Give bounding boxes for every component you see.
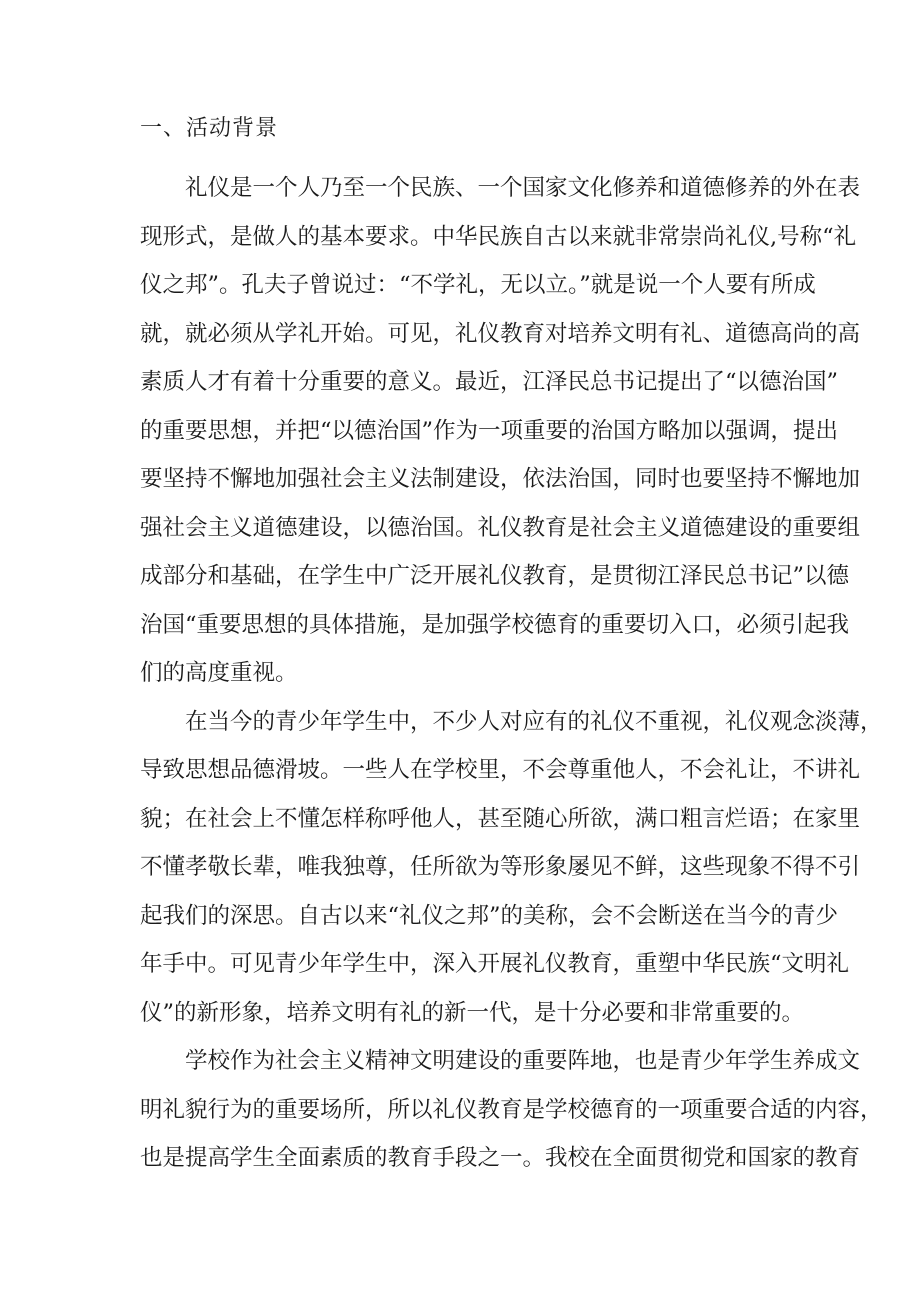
paragraph-line: 年手中。可见青少年学生中，深入开展礼仪教育，重塑中华民族“文明礼	[140, 951, 850, 977]
paragraph-line: 仪之邦”。孔夫子曾说过：“不学礼，无以立。”就是说一个人要有所成	[140, 272, 816, 298]
paragraph-1	[140, 164, 861, 698]
document-body	[140, 164, 883, 1183]
section-heading: 一、活动背景	[140, 116, 279, 141]
paragraph-line: 不懂孝敬长辈，唯我独尊，任所欲为等形象屡见不鲜，这些现象不得不引	[140, 854, 861, 880]
paragraph-line: 素质人才有着十分重要的意义。最近，江泽民总书记提出了“以德治国”	[140, 369, 839, 395]
paragraph-line: 仪”的新形象，培养文明有礼的新一代，是十分必要和非常重要的。	[140, 999, 805, 1026]
paragraph-line: 成部分和基础，在学生中广泛开展礼仪教育，是贯彻江泽民总书记”以德	[140, 563, 850, 589]
paragraph-line: 礼仪是一个人乃至一个民族、一个国家文化修养和道德修养的外在表	[185, 175, 861, 201]
paragraph-line: 也是提高学生全面素质的教育手段之一。我校在全面贯彻党和国家的教育	[140, 1145, 861, 1171]
paragraph-3	[140, 1037, 883, 1183]
paragraph-line: 就，就必须从学礼开始。可见，礼仪教育对培养文明有礼、道德高尚的高	[140, 320, 861, 347]
paragraph-line: 起我们的深思。自古以来“礼仪之邦”的美称，会不会断送在当今的青少	[140, 902, 839, 929]
paragraph-line: 现形式，是做人的基本要求。中华民族自古以来就非常崇尚礼仪,号称“礼	[140, 223, 857, 250]
paragraph-line: 们的高度重视。	[140, 660, 298, 686]
paragraph-line: 学校作为社会主义精神文明建设的重要阵地，也是青少年学生养成文	[185, 1048, 861, 1074]
paragraph-line: 貌；在社会上不懂怎样称呼他人，甚至随心所欲，满口粗言烂语；在家里	[140, 805, 861, 832]
paragraph-line: 在当今的青少年学生中，不少人对应有的礼仪不重视，礼仪观念淡薄，	[185, 708, 883, 735]
paragraph-line: 导致思想品德滑坡。一些人在学校里，不会尊重他人，不会礼让，不讲礼	[140, 757, 861, 783]
paragraph-line: 的重要思想，并把“以德治国”作为一项重要的治国方略加以强调，提出	[140, 417, 839, 444]
paragraph-line: 要坚持不懈地加强社会主义法制建设，依法治国，同时也要坚持不懈地加	[140, 466, 861, 492]
paragraph-line: 强社会主义道德建设，以德治国。礼仪教育是社会主义道德建设的重要组	[140, 514, 861, 541]
paragraph-2	[140, 698, 883, 1038]
paragraph-line: 明礼貌行为的重要场所，所以礼仪教育是学校德育的一项重要合适的内容，	[140, 1096, 883, 1123]
paragraph-line: 治国“重要思想的具体措施，是加强学校德育的重要切入口，必须引起我	[140, 611, 850, 638]
